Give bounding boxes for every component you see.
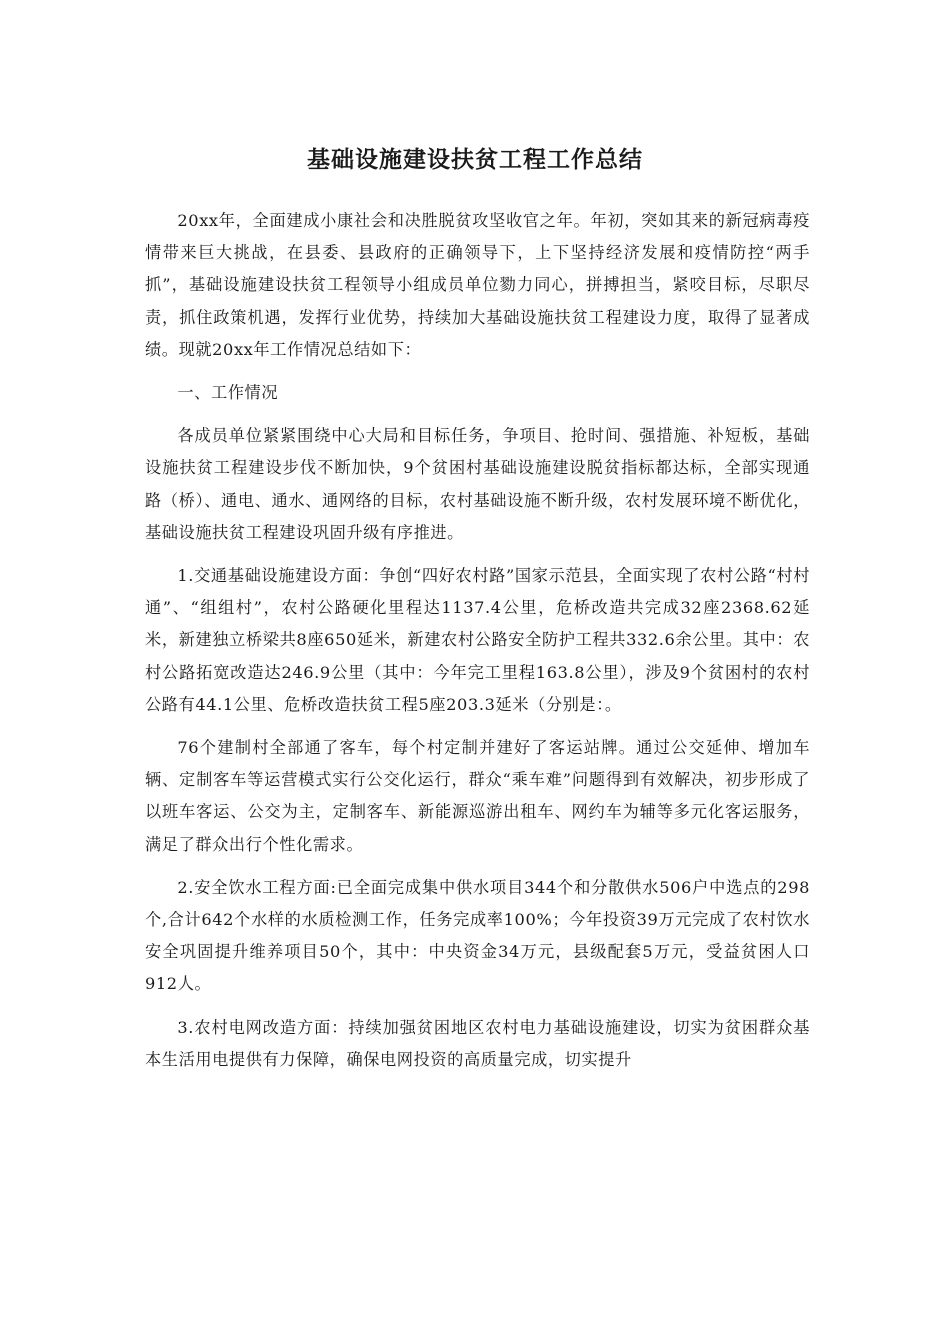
intro-paragraph: 20xx年，全面建成小康社会和决胜脱贫攻坚收官之年。年初，突如其来的新冠病毒疫情带来巨大挑战，在县委、县政府的正确领导下，上下坚持经济发展和疫情防控“两手抓”，基础设施建设扶贫工程领导小组成员单位勠力同心，拼搏担当，紧咬目标，尽职尽责，抓住政策机遇，发挥行业优势，持续加大基础设施扶贫工程建设力度，取得了显著成绩。现就20xx年工作情况总结如下：	[145, 211, 810, 359]
document-title: 基础设施建设扶贫工程工作总结	[307, 147, 643, 173]
power-grid-paragraph: 3.农村电网改造方面：持续加强贫困地区农村电力基础设施建设，切实为贫困群众基本生活用电提供有力保障，确保电网投资的高质量完成，切实提升	[145, 1017, 810, 1069]
section-heading: 一、工作情况	[177, 383, 279, 403]
water-paragraph: 2.安全饮水工程方面:已全面完成集中供水项目344个和分散供水506户中选点的298个,合计642个水样的水质检测工作，任务完成率100%；今年投资39万元完成了农村饮水安全巩固提升维养项目50个，其中：中央资金34万元，县级配套5万元，受益贫困人口912人。	[145, 877, 810, 994]
overview-paragraph: 各成员单位紧紧围绕中心大局和目标任务，争项目、抢时间、强措施、补短板，基础设施扶贫工程建设步伐不断加快，9个贫困村基础设施建设脱贫指标都达标，全部实现通路（桥）、通电、通水、通网络的目标，农村基础设施不断升级，农村发展环境不断优化，基础设施扶贫工程建设巩固升级有序推进。	[145, 426, 810, 542]
bus-service-paragraph: 76个建制村全部通了客车，每个村定制并建好了客运站牌。通过公交延伸、增加车辆、定制客车等运营模式实行公交化运行，群众“乘车难”问题得到有效解决，初步形成了以班车客运、公交为主，定制客车、新能源巡游出租车、网约车为辅等多元化客运服务，满足了群众出行个性化需求。	[145, 738, 810, 854]
document-body	[145, 205, 810, 1087]
transport-paragraph: 1.交通基础设施建设方面：争创“四好农村路”国家示范县，全面实现了农村公路“村村通”、“组组村”，农村公路硬化里程达1137.4公里，危桥改造共完成32座2368.62延米，新建独立桥梁共8座650延米，新建农村公路安全防护工程共332.6余公里。其中：农村公路拓宽改造达246.9公里（其中：今年完工里程163.8公里），涉及9个贫困村的农村公路有44.1公里、危桥改造扶贫工程5座203.3延米（分别是：。	[145, 566, 810, 714]
